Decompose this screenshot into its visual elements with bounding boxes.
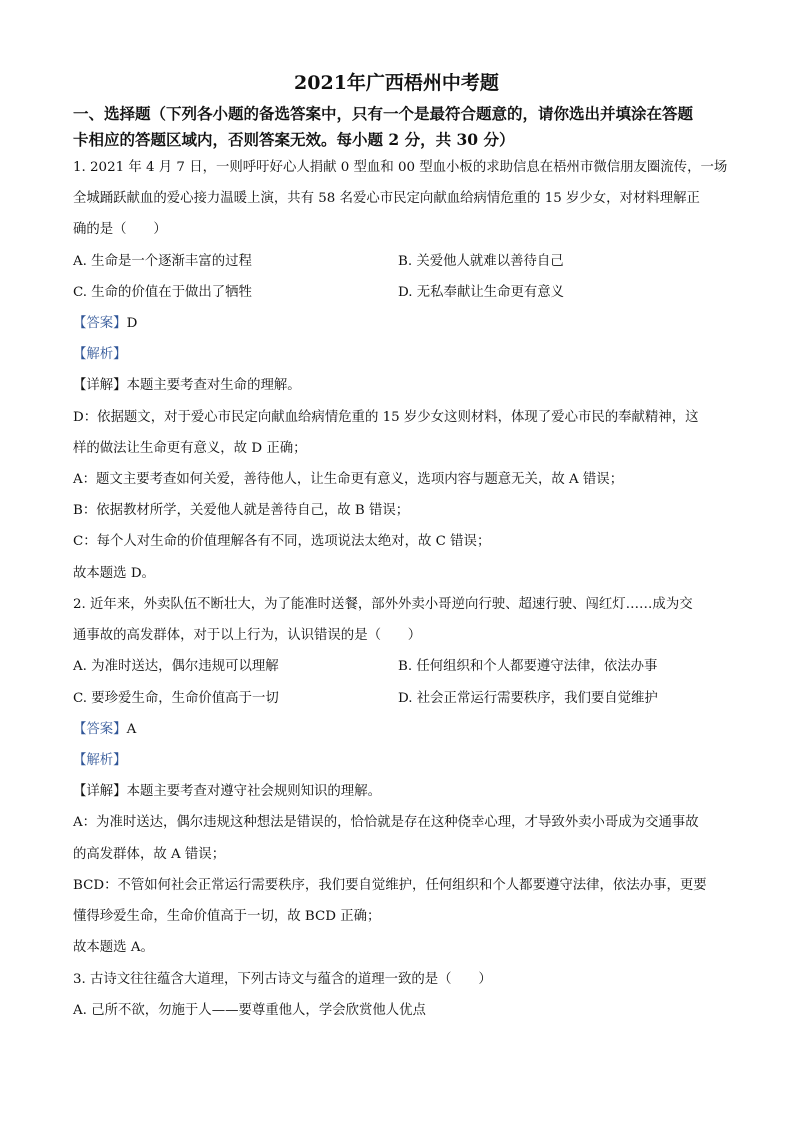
- analysis-tag: 【解析】: [73, 347, 127, 362]
- q1-explanation-line-2: 样的做法让生命更有意义，故 D 正确；: [73, 441, 307, 456]
- q1-answer-value: D: [126, 316, 138, 331]
- q1-option-d: D. 无私奉献让生命更有意义: [398, 285, 565, 300]
- q1-stem-line-1: 1. 2021 年 4 月 7 日，一则呼吁好心人捐献 0 型血和 00 型血小板的求助信息在梧州市微信朋友圈流传，一场: [73, 160, 728, 175]
- q2-explanation-line-2: 的高发群体，故 A 错误；: [73, 847, 226, 862]
- q1-stem-line-2: 全城踊跃献血的爱心接力温暖上演，共有 58 名爱心市民定向献血给病情危重的 15 岁少女，对材料理解正: [73, 191, 700, 206]
- analysis-tag: 【解析】: [73, 753, 127, 768]
- q3-option-a: A. 己所不欲，勿施于人——要尊重他人，学会欣赏他人优点: [73, 1003, 426, 1018]
- q1-answer-line: [73, 314, 733, 334]
- q1-analysis-line: [73, 345, 733, 365]
- q2-option-b: B. 任何组织和个人都要遵守法律，依法办事: [398, 659, 658, 674]
- section-heading-line-1: 一、选择题（下列各小题的备选答案中，只有一个是最符合题意的，请你选出并填涂在答题: [73, 104, 694, 123]
- q1-explanation-line-5: C：每个人对生命的价值理解各有不同，选项说法太绝对，故 C 错误；: [73, 534, 491, 549]
- q1-explanation-line-6: 故本题选 D。: [73, 566, 155, 581]
- q2-detail-text: 本题主要考查对遵守社会规则知识的理解。: [126, 784, 381, 799]
- detail-tag: 【详解】: [73, 378, 127, 393]
- answer-tag: 【答案】: [73, 316, 127, 331]
- q1-detail-text: 本题主要考查对生命的理解。: [126, 378, 301, 393]
- q2-detail-line: [73, 782, 733, 802]
- q1-option-b: B. 关爱他人就难以善待自己: [398, 254, 564, 269]
- q2-explanation-line-3: BCD：不管如何社会正常运行需要秩序，我们要自觉维护，任何组织和个人都要遵守法律，依法办事，更要: [73, 878, 707, 893]
- q1-explanation-line-1: D：依据题文，对于爱心市民定向献血给病情危重的 15 岁少女这则材料，体现了爱心市民的奉献精神，这: [73, 410, 699, 425]
- q2-answer-value: A: [126, 722, 137, 737]
- q1-option-a: A. 生命是一个逐渐丰富的过程: [73, 254, 252, 269]
- detail-tag: 【详解】: [73, 784, 127, 799]
- q2-explanation-line-1: A：为准时送达，偶尔违规这种想法是错误的，恰恰就是存在这种侥幸心理，才导致外卖小哥成为交通事故: [73, 815, 699, 830]
- q2-option-d: D. 社会正常运行需要秩序，我们要自觉维护: [398, 691, 658, 706]
- section-heading-line-2: 卡相应的答题区域内，否则答案无效。每小题 2 分，共 30 分）: [73, 130, 515, 149]
- q2-explanation-line-5: 故本题选 A。: [73, 940, 154, 955]
- page-title: 2021年广西梧州中考题: [294, 72, 499, 94]
- answer-tag: 【答案】: [73, 722, 127, 737]
- q2-explanation-line-4: 懂得珍爱生命，生命价值高于一切，故 BCD 正确；: [73, 909, 381, 924]
- q2-stem-line-1: 2. 近年来，外卖队伍不断壮大，为了能准时送餐，部外外卖小哥逆向行驶、超速行驶、闯红灯……成为交: [73, 597, 693, 612]
- q2-option-a: A. 为准时送达，偶尔违规可以理解: [73, 659, 279, 674]
- q1-detail-line: [73, 376, 733, 396]
- q2-stem-line-2: 通事故的高发群体，对于以上行为，认识错误的是（ ）: [73, 628, 422, 643]
- q3-stem: 3. 古诗文往往蕴含大道理，下列古诗文与蕴含的道理一致的是（ ）: [73, 972, 492, 987]
- q2-option-c: C. 要珍爱生命，生命价值高于一切: [73, 691, 279, 706]
- q2-answer-line: [73, 720, 733, 740]
- q2-analysis-line: [73, 751, 733, 771]
- q1-explanation-line-3: A：题文主要考查如何关爱，善待他人，让生命更有意义，选项内容与题意无关，故 A 错误；: [73, 472, 624, 487]
- q1-option-c: C. 生命的价值在于做出了牺牲: [73, 285, 252, 300]
- q1-stem-line-3: 确的是（ ）: [73, 222, 167, 237]
- q1-explanation-line-4: B：依据教材所学，关爱他人就是善待自己，故 B 错误；: [73, 503, 410, 518]
